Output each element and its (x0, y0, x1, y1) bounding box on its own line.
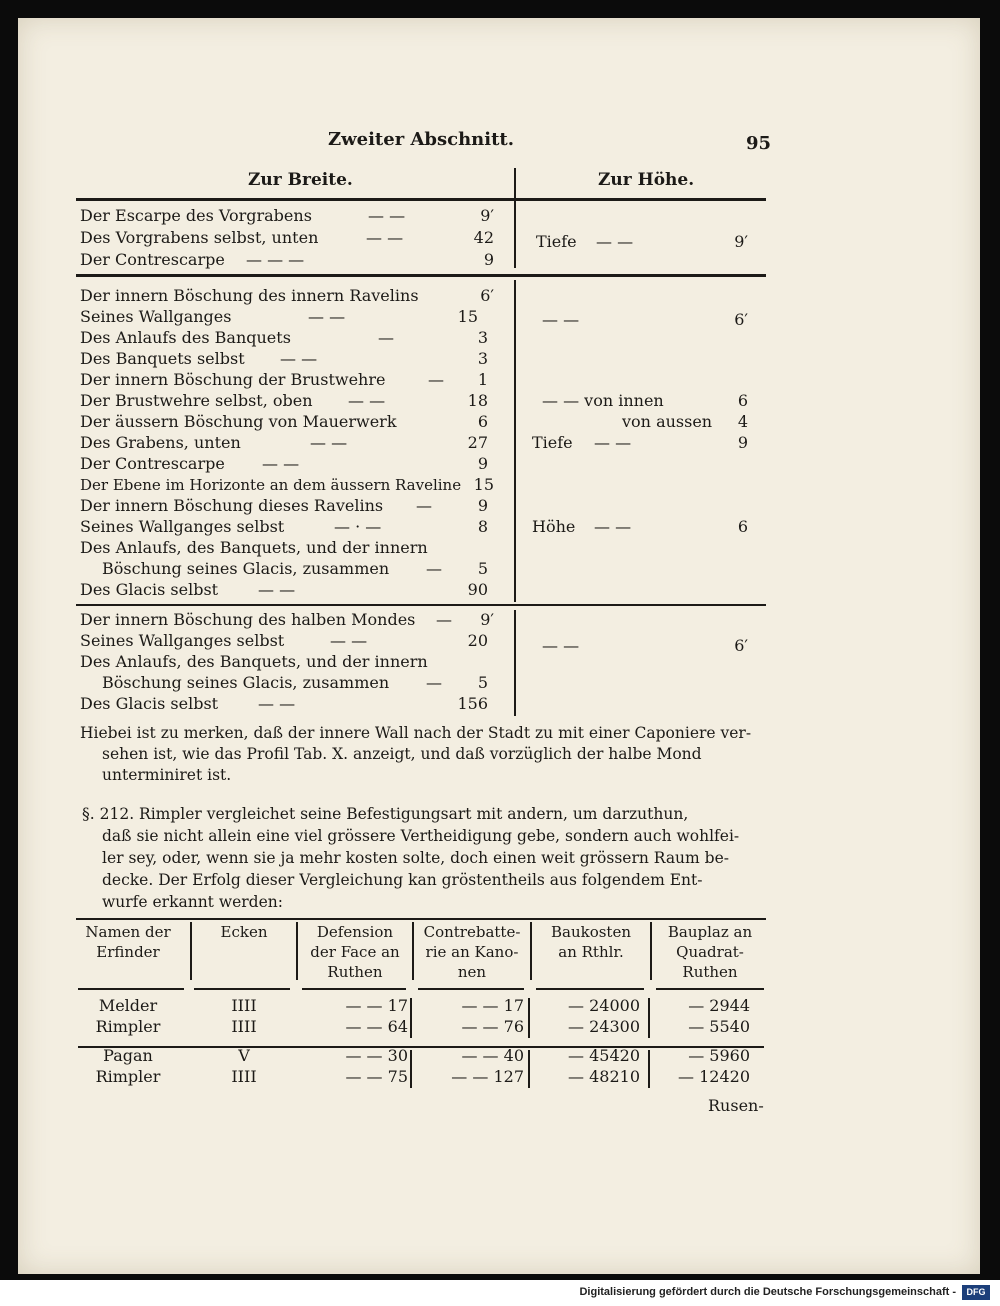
row-dashes: — (416, 496, 432, 515)
group-rule (76, 274, 766, 277)
header-baukosten: an Rthlr. (558, 943, 624, 961)
row-value: 18 (467, 391, 488, 410)
paragraph-line: unterminiret ist. (102, 766, 232, 784)
header-bauplaz: Bauplaz an (667, 923, 753, 941)
row-label: Des Anlaufs, des Banquets, und der innern (80, 652, 428, 671)
row-value: 27 (467, 433, 488, 452)
column-divider-upper (514, 168, 516, 268)
lower-header-rule (78, 988, 184, 990)
group-rule (76, 604, 766, 606)
lower-col-divider (296, 922, 298, 980)
row-value: 9′ (480, 610, 494, 629)
row-dashes: — — (348, 391, 386, 410)
lower-header-rule (418, 988, 524, 990)
row-dashes: — — (310, 433, 348, 452)
cell-defension: — — 17 (345, 996, 408, 1015)
height-note-value: 6 (737, 517, 748, 536)
row-value: 1 (477, 370, 488, 389)
row-value: 8 (477, 517, 488, 536)
height-note-dashes: — — (594, 517, 632, 536)
height-column-header: Zur Höhe. (598, 170, 695, 190)
row-label: Der innern Böschung des innern Ravelins (80, 286, 419, 305)
lower-header-rule (194, 988, 290, 990)
cell-name: Rimpler (95, 1067, 161, 1086)
height-note-label: Tiefe (536, 232, 577, 251)
lower-table-top-rule (76, 918, 766, 920)
cell-bauplaz: — 5540 (688, 1017, 750, 1036)
row-dashes: — · — (334, 517, 382, 536)
cell-name: Melder (98, 996, 158, 1015)
header-contrebatterie: nen (457, 963, 487, 981)
row-dashes: — (426, 559, 442, 578)
row-dashes: — — (280, 349, 318, 368)
paragraph-line: sehen ist, wie das Profil Tab. X. anzeigt, und daß vorzüglich der halbe Mond (102, 745, 702, 763)
cell-ecken: IIII (231, 1067, 257, 1086)
height-note-dashes: — — (594, 433, 632, 452)
digitization-footer (0, 1280, 1000, 1306)
cell-bauplaz: — 12420 (678, 1067, 750, 1086)
row-value: 156 (457, 694, 488, 713)
scanned-page (18, 18, 980, 1274)
row-label: Der Contrescarpe (80, 454, 225, 473)
header-defension: der Face an (310, 943, 400, 961)
paragraph-line: daß sie nicht allein eine viel grössere Vertheidigung gebe, sondern auch wohlfei- (102, 827, 740, 845)
height-note-dashes: von aussen (622, 412, 713, 431)
header-name: Namen der (85, 923, 171, 941)
row-value: 9 (477, 496, 488, 515)
row-label: Des Grabens, unten (80, 433, 241, 452)
height-note-value: 4 (737, 412, 748, 431)
height-note-value: 9 (737, 433, 748, 452)
row-value: 15 (457, 307, 478, 326)
cell-name: Pagan (103, 1046, 153, 1065)
lower-header-rule (302, 988, 406, 990)
row-label: Des Glacis selbst (80, 580, 219, 599)
lower-col-divider (650, 922, 652, 980)
cell-defension: — — 75 (345, 1067, 408, 1086)
row-label: Seines Wallganges (80, 307, 232, 326)
row-label: Böschung seines Glacis, zusammen (102, 673, 390, 692)
row-value: 6′ (480, 286, 494, 305)
row-label: Der Contrescarpe (80, 250, 225, 269)
lower-col-divider (190, 922, 192, 980)
width-column-header: Zur Breite. (248, 170, 353, 190)
height-note-value: 6′ (734, 310, 748, 329)
catchword: Rusen- (708, 1096, 764, 1115)
height-note-value: 6′ (734, 636, 748, 655)
row-dashes: — — (258, 694, 296, 713)
row-label: Der innern Böschung dieses Ravelins (80, 496, 384, 515)
lower-header-rule (656, 988, 764, 990)
header-defension: Ruthen (327, 963, 383, 981)
page-number: 95 (746, 133, 772, 154)
row-dashes: — — (330, 631, 368, 650)
row-label: Des Anlaufs, des Banquets, und der innern (80, 538, 428, 557)
paragraph-line: decke. Der Erfolg dieser Vergleichung kan gröstentheils aus folgendem Ent- (102, 871, 703, 889)
lower-body-divider (648, 1050, 650, 1088)
row-value: 20 (467, 631, 488, 650)
header-ecken: Ecken (220, 923, 268, 941)
header-bauplaz: Quadrat- (676, 943, 744, 961)
row-dashes: — — (366, 228, 404, 247)
row-value: 15 (473, 475, 494, 494)
cell-bauplaz: — 5960 (688, 1046, 750, 1065)
height-note-label: Tiefe (532, 433, 573, 452)
row-dashes: — — (258, 580, 296, 599)
row-value: 6 (477, 412, 488, 431)
cell-baukosten: — 24300 (568, 1017, 640, 1036)
cell-ecken: IIII (231, 996, 257, 1015)
lower-col-divider (530, 922, 532, 980)
cell-contrebatterie: — — 76 (461, 1017, 524, 1036)
lower-body-divider (410, 1050, 412, 1088)
cell-defension: — — 64 (345, 1017, 408, 1036)
row-label: Der Brustwehre selbst, oben (80, 391, 313, 410)
row-label: Des Anlaufs des Banquets (80, 328, 291, 347)
row-dashes: — — (262, 454, 300, 473)
row-dashes: — — (308, 307, 346, 326)
row-label: Des Banquets selbst (80, 349, 245, 368)
lower-body-divider (410, 998, 412, 1038)
row-label: Der Escarpe des Vorgrabens (80, 206, 312, 225)
lower-header-rule (536, 988, 644, 990)
row-dashes: — — (368, 206, 406, 225)
row-value: 3 (477, 328, 488, 347)
height-note-dashes: — — (596, 232, 634, 251)
row-label: Seines Wallganges selbst (80, 517, 285, 536)
header-bauplaz: Ruthen (682, 963, 738, 981)
section-title: Zweiter Abschnitt. (328, 129, 514, 150)
row-dashes: — (378, 328, 394, 347)
row-value: 3 (477, 349, 488, 368)
header-name: Erfinder (96, 943, 160, 961)
row-label: Der äussern Böschung von Mauerwerk (80, 412, 397, 431)
lower-body-divider (528, 1050, 530, 1088)
row-dashes: — (436, 610, 452, 629)
lower-body-divider (528, 998, 530, 1038)
lower-col-divider (412, 922, 414, 980)
row-value: 5 (477, 559, 488, 578)
row-value: 42 (473, 228, 494, 247)
row-dashes: — (426, 673, 442, 692)
header-defension: Defension (316, 923, 394, 941)
paragraph-line: Hiebei ist zu merken, daß der innere Wall nach der Stadt zu mit einer Caponiere ver- (80, 724, 752, 742)
row-value: 9′ (480, 206, 494, 225)
row-value: 5 (477, 673, 488, 692)
cell-contrebatterie: — — 127 (451, 1067, 524, 1086)
header-contrebatterie: Contrebatte- (423, 923, 521, 941)
paragraph-line: §. 212. Rimpler vergleichet seine Befestigungsart mit andern, um darzuthun, (82, 805, 689, 823)
cell-bauplaz: — 2944 (688, 996, 750, 1015)
row-label: Seines Wallganges selbst (80, 631, 285, 650)
header-baukosten: Baukosten (550, 923, 631, 941)
height-note-dashes: — — von innen (542, 391, 664, 410)
row-label: Böschung seines Glacis, zusammen (102, 559, 390, 578)
cell-baukosten: — 24000 (568, 996, 640, 1015)
cell-ecken: IIII (231, 1017, 257, 1036)
column-divider-group3 (514, 610, 516, 716)
paragraph-line: wurfe erkannt werden: (102, 893, 283, 911)
row-label: Der innern Böschung des halben Mondes (80, 610, 416, 629)
row-value: 9 (483, 250, 494, 269)
row-dashes: — (428, 370, 444, 389)
height-note-label: Höhe (532, 517, 576, 536)
height-note-dashes: — — (542, 310, 580, 329)
cell-contrebatterie: — — 17 (461, 996, 524, 1015)
row-value: 90 (467, 580, 488, 599)
dfg-logo-icon: DFG (962, 1285, 990, 1300)
height-note-dashes: — — (542, 636, 580, 655)
cell-name: Rimpler (95, 1017, 161, 1036)
row-label: Der innern Böschung der Brustwehre (80, 370, 386, 389)
height-note-value: 6 (737, 391, 748, 410)
row-value: 9 (477, 454, 488, 473)
column-divider-group2 (514, 280, 516, 602)
row-dashes: — — — (246, 250, 305, 269)
cell-baukosten: — 45420 (568, 1046, 640, 1065)
row-label: Des Vorgrabens selbst, unten (80, 228, 319, 247)
cell-contrebatterie: — — 40 (461, 1046, 524, 1065)
cell-ecken: V (238, 1046, 250, 1065)
header-rule (76, 198, 766, 201)
lower-body-divider (648, 998, 650, 1038)
cell-defension: — — 30 (345, 1046, 408, 1065)
row-label: Der Ebene im Horizonte an dem äussern Raveline (80, 476, 462, 494)
height-note-value: 9′ (734, 232, 748, 251)
row-label: Des Glacis selbst (80, 694, 219, 713)
paragraph-line: ler sey, oder, wenn sie ja mehr kosten solte, doch einen weit grössern Raum be- (102, 849, 729, 867)
header-contrebatterie: rie an Kano- (425, 943, 519, 961)
cell-baukosten: — 48210 (568, 1067, 640, 1086)
footer-credit: Digitalisierung gefördert durch die Deutsche Forschungsgemeinschaft - (579, 1286, 956, 1298)
